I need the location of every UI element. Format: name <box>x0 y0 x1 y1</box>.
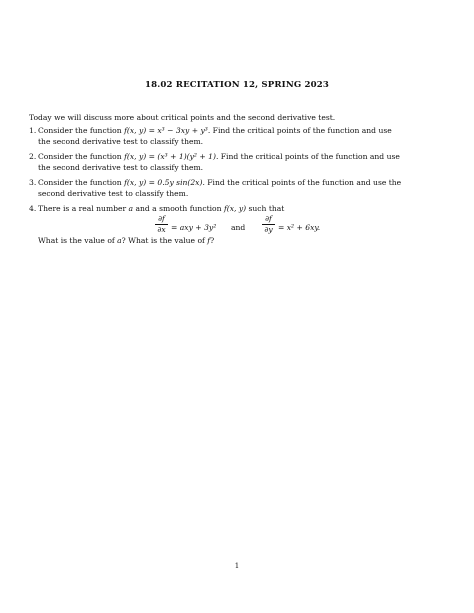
problem-number: 1. <box>29 126 37 135</box>
math-expression: f(x, y) = (x³ + 1)(y² + 1) <box>124 152 216 161</box>
problem-line: the second derivative test to classify them. <box>38 162 204 172</box>
problem-3 <box>29 178 449 199</box>
fraction-numerator: ∂f <box>265 214 272 223</box>
problem-text: Consider the function <box>38 178 125 187</box>
equation-rhs-x: = axy + 3y² <box>171 223 217 232</box>
partial-fraction-x <box>155 214 168 234</box>
problem-text: There is a real number <box>38 204 129 213</box>
problem-line <box>38 126 449 137</box>
problem-number: 4. <box>29 204 37 213</box>
problem-line: second derivative test to classify them. <box>38 188 189 198</box>
problem-line <box>38 152 449 163</box>
problem-text: Consider the function <box>38 126 125 135</box>
problem-line <box>38 236 449 247</box>
and-word: and <box>231 223 246 232</box>
problem-4-question <box>29 236 449 247</box>
problem-1 <box>29 126 449 147</box>
page-number: 1 <box>234 562 240 570</box>
problem-2 <box>29 152 449 173</box>
problem-number: 3. <box>29 178 37 187</box>
problem-text: and a smooth function <box>133 204 224 213</box>
problem-text: What is the value of <box>38 236 118 245</box>
math-expression: f(x, y) = x³ − 3xy + y³ <box>124 126 208 135</box>
page-title: 18.02 RECITATION 12, SPRING 2023 <box>144 80 329 90</box>
fraction-numerator: ∂f <box>158 214 165 223</box>
fraction-denominator: ∂y <box>264 225 273 234</box>
partial-fraction-y <box>262 214 275 234</box>
problem-text: Consider the function <box>38 152 125 161</box>
problem-text: . Find the critical points of the function and use <box>215 152 400 161</box>
math-expression: f(x, y) = 0.5y sin(2x) <box>124 178 203 187</box>
problem-line <box>38 178 449 189</box>
problem-text: . Find the critical points of the function and use the <box>202 178 402 187</box>
fraction-denominator: ∂x <box>157 225 166 234</box>
problem-text: ? What is the value of <box>121 236 208 245</box>
problem-line: the second derivative test to classify them. <box>38 136 204 146</box>
math-expression: f(x, y) <box>223 204 247 213</box>
problem-text: such that <box>246 204 285 213</box>
problem-number: 2. <box>29 152 37 161</box>
intro-text: Today we will discuss more about critical points and the second derivative test. <box>29 113 336 122</box>
problem-text: . Find the critical points of the function and use <box>207 126 392 135</box>
math-variable: a <box>128 204 134 213</box>
math-variable: a <box>117 236 122 245</box>
equation-rhs-y: = x² + 6xy. <box>278 223 321 232</box>
problem-text: ? <box>210 236 215 245</box>
math-variable: f <box>207 236 211 245</box>
